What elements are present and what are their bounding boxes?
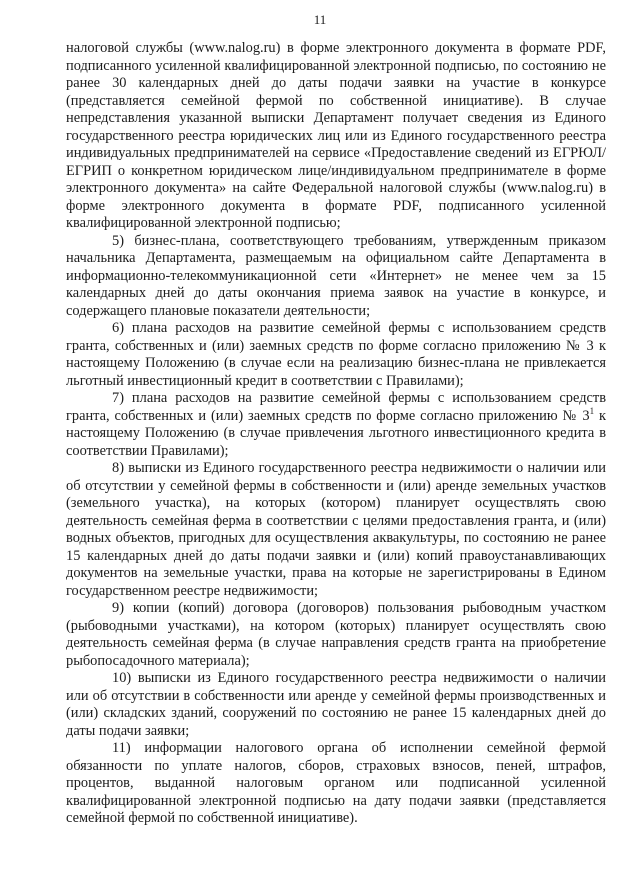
document-body: [66, 40, 606, 828]
list-item-9: 9) копии (копий) договора (договоров) пользования рыбоводным участком (рыбоводными участками), на котором (которых) планирует осуществлять свою деятельность семейная ферма (в случае направления средств гранта на приобретение рыбопосадочного материала);: [66, 600, 606, 669]
superscript-index: 1: [589, 405, 595, 416]
list-item-11: 11) информации налогового органа об исполнении семейной фермой обязанности по уплате налогов, сборов, страховых взносов, пеней, штрафов, процентов, выданной налоговым органом или подписанной усиленной квалифицированной электронной подписью на дату подачи заявки (представляется семейной фермой по собственной инициативе).: [66, 740, 606, 826]
list-item-8: 8) выписки из Единого государственного реестра недвижимости о наличии или об отсутствии у семейной фермы в собственности и (или) аренде земельных участков (земельного участка), на которых (котором) планирует осуществлять свою деятельность семейная ферма в соответствии с целями предоставления гранта, и (или) водных объектов, пригодных для осуществления аквакультуры, по состоянию не ранее 15 календарных дней до даты подачи заявки и (или) копий правоустанавливающих документов на земельные участки, права на которые не зарегистрированы в Едином государственном реестре недвижимости;: [66, 460, 606, 599]
page-number: 11: [313, 12, 327, 27]
list-item-6: 6) плана расходов на развитие семейной фермы с использованием средств гранта, собственных и (или) заемных средств по форме согласно приложению № 3 к настоящему Положению (в случае если на реализацию бизнес-плана не привлекается льготный инвестиционный кредит в соответствии с Правилами);: [66, 320, 606, 389]
list-item-5: 5) бизнес-плана, соответствующего требованиям, утвержденным приказом начальника Департамента, размещаемым на официальном сайте Департамента в информационно-телекоммуникационной сети «Интернет» не менее чем за 15 календарных дней до даты окончания приема заявок на участие в конкурсе, и содержащего плановые показатели деятельности;: [66, 232, 606, 319]
paragraph-continuation: налоговой службы (www.nalog.ru) в форме электронного документа в формате PDF, подписанного усиленной квалифицированной электронной подписью, по состоянию не ранее 30 календарных дней до даты подачи заявки на участие в конкурсе (представляется семейной фермой по собственной инициативе). В случае непредставления указанной выписки Департамент получает сведения из Единого государственного реестра юридических лиц или из Единого государственного реестра индивидуальных предпринимателей на сервисе «Предоставление сведений из ЕГРЮЛ/ЕГРИП о конкретном юридическом лице/индивидуальном предпринимателе в форме электронного документа» на сайте Федеральной налоговой службы (www.nalog.ru) в форме электронного документа в формате PDF, подписанного усиленной квалифицированной электронной подписью;: [66, 40, 606, 231]
list-item-7: [66, 390, 606, 460]
list-item-7-text: 7) плана расходов на развитие семейной фермы с использованием средств гранта, собственных и (или) заемных средств по форме согласно приложению № 3: [66, 390, 606, 424]
list-item-10: 10) выписки из Единого государственного реестра недвижимости о наличии или об отсутствии в собственности или аренде у семейной фермы производственных и (или) складских зданий, сооружений по состоянию не ранее 15 календарных дней до даты подачи заявки;: [66, 670, 606, 739]
list-item-7-text-cont: к настоящему Положению (в случае привлечения льготного инвестиционного кредита в соответствии Правилами);: [66, 407, 606, 459]
